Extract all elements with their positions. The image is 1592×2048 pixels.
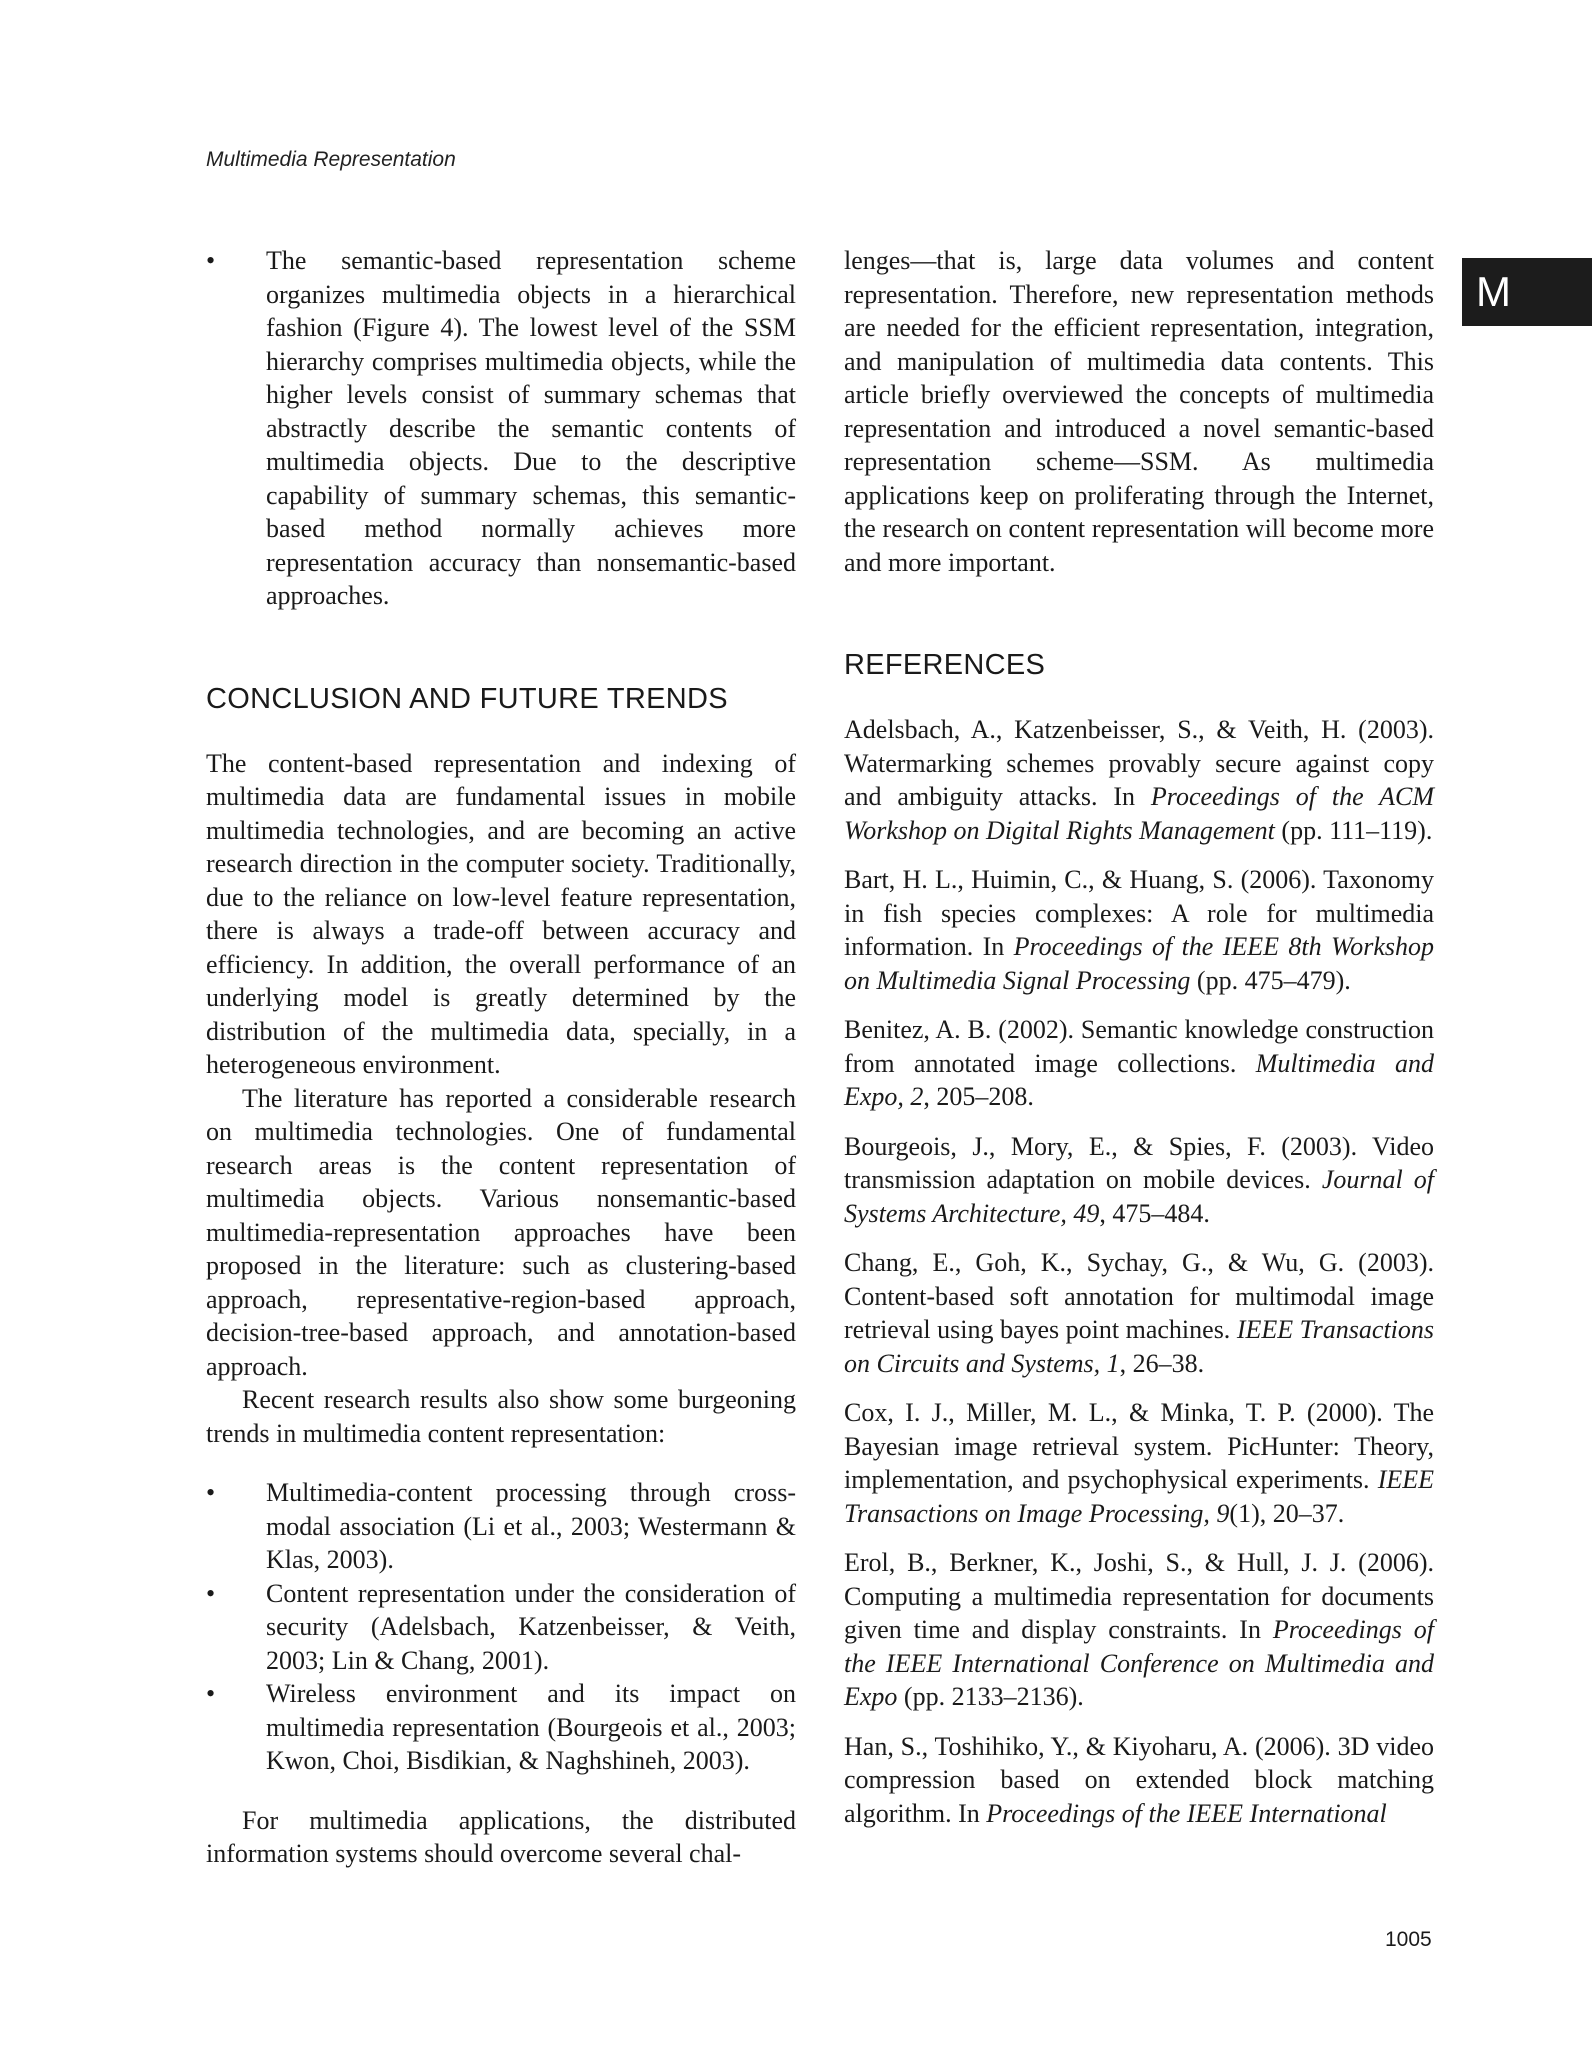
bullet-text: Wireless environment and its impact on multimedia representation (Bourgeois et al., 2003; Kwon, Choi, Bisdikian, & Naghshineh, 2003). [266,1679,796,1775]
right-column [844,244,1434,1846]
trend-bullet-1 [206,1476,796,1577]
ref-venue: Proceedings of the ACM Workshop on Digital Rights Management [844,782,1434,845]
ref-authors-title: Cox, I. J., Miller, M. L., & Minka, T. P. (2000). The Bayesian image retrieval system. PicHunter: Theory, implementation, and psychophysical experiments. [844,1398,1434,1494]
reference-list [844,713,1434,1830]
conclusion-paragraph-1: The content-based representation and indexing of multimedia data are fundamental issues in mobile multimedia technologies, and are becoming an active research direction in the computer society. Traditionally, due to the reliance on low-level feature representation, there is always a trade-off between accuracy and efficiency. In addition, the overall performance of an underlying model is greatly determined by the distribution of the multimedia data, specially, in a heterogeneous environment. [206,748,796,1079]
reference-item [844,713,1434,847]
bullet-mark: • [206,1679,216,1708]
trend-bullet-2 [206,1577,796,1678]
ref-authors-title: Erol, B., Berkner, K., Joshi, S., & Hull, J. J. (2006). Computing a multimedia representation for documents given time and display constraints. In [844,1548,1434,1644]
ref-authors-title: Benitez, A. B. (2002). Semantic knowledge construction from annotated image collections. [844,1015,1434,1078]
reference-item [844,1130,1434,1231]
conclusion-continuation: lenges—that is, large data volumes and content representation. Therefore, new representation methods are needed for the efficient representation, integration, and manipulation of multimedia data contents. This article briefly overviewed the concepts of multimedia representation and introduced a novel semantic-based representation scheme—SSM. As multimedia applications keep on proliferating through the Internet, the research on content representation will become more and more important. [844,246,1434,577]
reference-item [844,1396,1434,1530]
ref-authors-title: Bart, H. L., Huimin, C., & Huang, S. (2006). Taxonomy in fish species complexes: A role for multimedia information. In [844,865,1434,961]
ref-venue: Proceedings of the IEEE 8th Workshop on Multimedia Signal Processing [844,932,1434,995]
bullet-text: The semantic-based representation scheme organizes multimedia objects in a hierarchical fashion (Figure 4). The lowest level of the SSM hierarchy comprises multimedia objects, while the higher levels consist of summary schemas that abstractly describe the semantic contents of multimedia objects. Due to the descriptive capability of summary schemas, this semantic-based method normally achieves more representation accuracy than nonsemantic-based approaches. [266,246,796,610]
bullet-text: Content representation under the consideration of security (Adelsbach, Katzenbeisser, & Veith, 2003; Lin & Chang, 2001). [266,1578,796,1675]
reference-item [844,863,1434,997]
bullet-text: Multimedia-content processing through cross-modal association (Li et al., 2003; Westermann & Klas, 2003). [266,1478,796,1574]
left-column [206,244,796,1871]
ref-pages: (pp. 2133–2136). [897,1682,1084,1711]
trend-bullet-3 [206,1677,796,1778]
ref-pages: , 205–208. [923,1082,1034,1111]
ref-venue: IEEE Transactions on Image Processing, 9 [844,1465,1434,1528]
conclusion-paragraph-3: Recent research results also show some burgeoning trends in multimedia content representation: [206,1385,796,1448]
ref-venue: Multimedia and Expo, 2 [844,1048,1434,1111]
ref-venue: IEEE Transactions on Circuits and Systems, 1 [844,1315,1435,1378]
ref-venue: Proceedings of the IEEE International Conference on Multimedia and Expo [844,1615,1434,1711]
reference-item [844,1546,1434,1714]
ref-pages: (pp. 111–119). [1274,815,1433,845]
conclusion-heading: CONCLUSION AND FUTURE TRENDS [206,682,728,715]
conclusion-paragraph-4: For multimedia applications, the distributed information systems should overcome several chal- [206,1805,796,1868]
ref-authors-title: Bourgeois, J., Mory, E., & Spies, F. (2003). Video transmission adaptation on mobile devices. [844,1131,1434,1194]
ref-venue: Journal of Systems Architecture, 49 [844,1165,1434,1228]
ref-authors-title: Adelsbach, A., Katzenbeisser, S., & Veith, H. (2003). Watermarking schemes provably secure against copy and ambiguity attacks. In [844,715,1434,811]
bullet-mark: • [206,246,216,275]
running-header: Multimedia Representation [206,148,456,171]
ref-pages: , 26–38. [1119,1348,1205,1378]
reference-item [844,1013,1434,1114]
ref-authors-title: Han, S., Toshihiko, Y., & Kiyoharu, A. (2006). 3D video compression based on extended block matching algorithm. In [844,1731,1434,1828]
ref-pages: , 475–484. [1099,1198,1210,1228]
references-heading: REFERENCES [844,649,1046,681]
ref-pages: (pp. 475–479). [1190,965,1351,995]
ref-venue: Proceedings of the IEEE International [986,1798,1387,1828]
reference-item [844,1730,1434,1831]
conclusion-paragraph-2: The literature has reported a considerable research on multimedia technologies. One of fundamental research areas is the content representation of multimedia objects. Various nonsemantic-based multimedia-representation approaches have been proposed in the literature: such as clustering-based approach, representative-region-based approach, decision-tree-based approach, and annotation-based approach. [206,1083,796,1381]
bullet-item [206,244,796,613]
page-number: 1005 [1385,1928,1432,1951]
bullet-mark: • [206,1478,216,1507]
thumb-index-tab: M [1462,258,1592,326]
bullet-mark: • [206,1578,216,1608]
reference-item [844,1246,1434,1380]
ref-pages: (1), 20–37. [1229,1498,1345,1528]
ref-authors-title: Chang, E., Goh, K., Sychay, G., & Wu, G. (2003). Content-based soft annotation for multimodal image retrieval using bayes point machines. [844,1248,1434,1344]
